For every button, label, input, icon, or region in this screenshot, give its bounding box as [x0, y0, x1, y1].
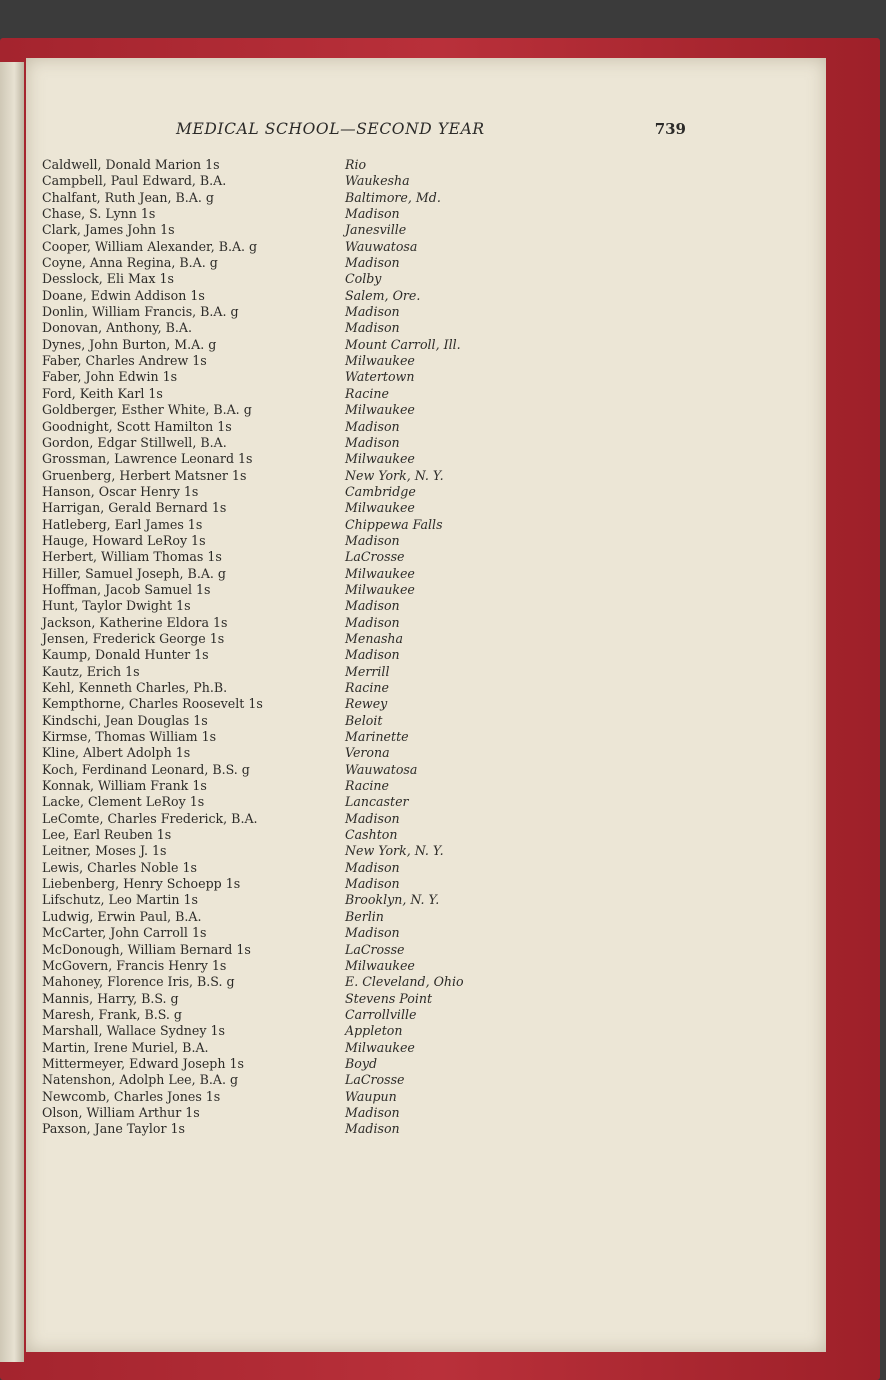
student-hometown: Waukesha	[345, 173, 410, 189]
student-name: Hunt, Taylor Dwight 1s	[42, 598, 191, 614]
student-entry	[42, 157, 512, 173]
student-name: McDonough, William Bernard 1s	[42, 941, 251, 957]
student-entry	[42, 386, 512, 402]
student-name: Kindschi, Jean Douglas 1s	[42, 712, 208, 728]
student-name: Hiller, Samuel Joseph, B.A. g	[42, 565, 226, 581]
student-entry	[42, 860, 512, 876]
student-hometown: Racine	[345, 385, 389, 401]
student-name: Gruenberg, Herbert Matsner 1s	[42, 467, 247, 483]
student-hometown: Racine	[345, 680, 389, 695]
student-name: Ford, Keith Karl 1s	[42, 385, 163, 401]
student-entry	[42, 1040, 512, 1056]
student-hometown: Madison	[345, 859, 400, 875]
student-entry	[42, 1056, 512, 1072]
student-hometown: Madison	[345, 320, 400, 336]
student-hometown: Cashton	[345, 827, 398, 843]
student-name: Harrigan, Gerald Bernard 1s	[42, 500, 227, 516]
student-entry	[42, 1072, 512, 1088]
student-name: Mittermeyer, Edward Joseph 1s	[42, 1055, 244, 1071]
student-entry	[42, 566, 512, 582]
student-entry	[42, 664, 512, 680]
student-name: Chase, S. Lynn 1s	[42, 206, 156, 222]
student-hometown: LaCrosse	[345, 1072, 405, 1088]
student-name: Gordon, Edgar Stillwell, B.A.	[42, 434, 227, 450]
student-hometown: E. Cleveland, Ohio	[345, 974, 464, 990]
student-name: Jackson, Katherine Eldora 1s	[42, 614, 228, 630]
student-entry	[42, 1007, 512, 1023]
student-name: Dynes, John Burton, M.A. g	[42, 336, 217, 352]
student-hometown: Milwaukee	[345, 1039, 415, 1055]
student-hometown: Waupun	[345, 1088, 397, 1104]
page-number: 739	[654, 120, 686, 138]
student-hometown: Madison	[345, 532, 400, 548]
student-hometown: Wauwatosa	[345, 761, 418, 777]
student-name: Grossman, Lawrence Leonard 1s	[42, 451, 253, 467]
student-entry	[42, 353, 512, 369]
student-name: Martin, Irene Muriel, B.A.	[42, 1039, 209, 1055]
student-name: Jensen, Frederick George 1s	[42, 630, 225, 646]
student-hometown: New York, N. Y.	[345, 843, 444, 859]
student-hometown: Racine	[345, 778, 389, 794]
student-entry	[42, 337, 512, 353]
student-entry	[42, 615, 512, 631]
student-entry	[42, 468, 512, 484]
student-name: Lifschutz, Leo Martin 1s	[42, 892, 198, 908]
student-entry	[42, 876, 512, 892]
student-hometown: Baltimore, Md.	[345, 189, 441, 205]
student-entry	[42, 484, 512, 500]
student-hometown: Marinette	[345, 729, 409, 745]
student-hometown: Salem, Ore.	[345, 287, 421, 303]
student-entry	[42, 892, 512, 908]
student-entry	[42, 729, 512, 745]
student-name: Hauge, Howard LeRoy 1s	[42, 532, 206, 548]
student-name: Donovan, Anthony, B.A.	[42, 320, 192, 336]
student-entry	[42, 517, 512, 533]
student-hometown: Madison	[345, 925, 400, 941]
student-entry	[42, 239, 512, 255]
student-name: McCarter, John Carroll 1s	[42, 925, 207, 941]
student-hometown: Watertown	[345, 369, 415, 385]
student-hometown: LaCrosse	[345, 941, 405, 957]
student-entry	[42, 827, 512, 843]
student-name: Liebenberg, Henry Schoepp 1s	[42, 876, 241, 892]
student-name: Cooper, William Alexander, B.A. g	[42, 238, 258, 254]
student-entry	[42, 598, 512, 614]
student-hometown: Janesville	[345, 222, 407, 238]
student-name: McGovern, Francis Henry 1s	[42, 957, 227, 973]
student-name: Campbell, Paul Edward, B.A.	[42, 173, 227, 189]
student-hometown: Stevens Point	[345, 990, 433, 1006]
student-name: LeComte, Charles Frederick, B.A.	[42, 810, 258, 826]
student-hometown: Madison	[345, 1121, 400, 1137]
student-entry	[42, 271, 512, 287]
student-name: Kautz, Erich 1s	[42, 663, 140, 679]
student-name: Lewis, Charles Noble 1s	[42, 859, 197, 875]
student-name: Hoffman, Jacob Samuel 1s	[42, 581, 211, 597]
student-name: Marshall, Wallace Sydney 1s	[42, 1023, 225, 1039]
student-name: Coyne, Anna Regina, B.A. g	[42, 255, 218, 271]
student-entry	[42, 304, 512, 320]
student-hometown: Chippewa Falls	[345, 516, 443, 532]
student-hometown: Madison	[345, 876, 400, 892]
student-hometown: Berlin	[345, 908, 384, 924]
student-entry	[42, 582, 512, 598]
student-hometown: Madison	[345, 434, 400, 450]
student-entry	[42, 533, 512, 549]
student-hometown: Lancaster	[345, 794, 409, 810]
student-hometown: Milwaukee	[345, 353, 415, 369]
student-hometown: Merrill	[345, 663, 390, 679]
student-hometown: Milwaukee	[345, 957, 415, 973]
student-name: Mahoney, Florence Iris, B.S. g	[42, 974, 235, 990]
student-hometown: Colby	[345, 271, 382, 287]
student-hometown: Beloit	[345, 712, 383, 728]
student-entry	[42, 843, 512, 859]
student-hometown: Brooklyn, N. Y.	[345, 892, 440, 908]
student-name: Kirmse, Thomas William 1s	[42, 729, 217, 745]
student-entry	[42, 974, 512, 990]
student-name: Lee, Earl Reuben 1s	[42, 827, 172, 843]
student-name: Konnak, William Frank 1s	[42, 778, 207, 794]
student-entry	[42, 419, 512, 435]
student-hometown: New York, N. Y.	[345, 467, 444, 483]
student-name: Faber, Charles Andrew 1s	[42, 353, 207, 369]
student-entry	[42, 680, 512, 696]
student-hometown: Menasha	[345, 630, 404, 646]
student-entry	[42, 1105, 512, 1121]
student-name: Mannis, Harry, B.S. g	[42, 990, 179, 1006]
student-entry	[42, 925, 512, 941]
student-name: Goodnight, Scott Hamilton 1s	[42, 418, 232, 434]
student-entry	[42, 713, 512, 729]
student-hometown: Milwaukee	[345, 500, 415, 516]
student-hometown: Milwaukee	[345, 402, 415, 418]
student-name: Caldwell, Donald Marion 1s	[42, 157, 220, 172]
student-name: Desslock, Eli Max 1s	[42, 271, 175, 287]
student-hometown: Madison	[345, 206, 400, 222]
student-name: Leitner, Moses J. 1s	[42, 843, 167, 859]
student-hometown: Milwaukee	[345, 451, 415, 467]
student-hometown: Madison	[345, 1104, 400, 1120]
student-hometown: Rio	[345, 157, 367, 172]
student-entry	[42, 778, 512, 794]
student-hometown: Carrollville	[345, 1006, 417, 1022]
student-name: Hatleberg, Earl James 1s	[42, 516, 203, 532]
student-hometown: Cambridge	[345, 483, 416, 499]
student-entry	[42, 631, 512, 647]
student-entry	[42, 500, 512, 516]
student-name: Chalfant, Ruth Jean, B.A. g	[42, 189, 214, 205]
student-name: Donlin, William Francis, B.A. g	[42, 304, 239, 320]
student-name: Koch, Ferdinand Leonard, B.S. g	[42, 761, 250, 777]
student-entry	[42, 1121, 512, 1137]
student-hometown: Milwaukee	[345, 581, 415, 597]
student-entry	[42, 320, 512, 336]
student-name: Ludwig, Erwin Paul, B.A.	[42, 908, 202, 924]
student-hometown: Madison	[345, 304, 400, 320]
page-header	[176, 120, 686, 138]
student-hometown: Boyd	[345, 1055, 378, 1071]
student-entry	[42, 647, 512, 663]
student-entry	[42, 402, 512, 418]
student-name: Doane, Edwin Addison 1s	[42, 287, 205, 303]
student-hometown: LaCrosse	[345, 549, 405, 565]
student-hometown: Madison	[345, 810, 400, 826]
student-name: Kaump, Donald Hunter 1s	[42, 647, 209, 663]
student-hometown: Mount Carroll, Ill.	[345, 336, 461, 352]
student-entry	[42, 222, 512, 238]
student-entry	[42, 696, 512, 712]
student-entry	[42, 369, 512, 385]
student-entry	[42, 811, 512, 827]
student-hometown: Madison	[345, 598, 400, 614]
student-entry	[42, 1089, 512, 1105]
student-entry	[42, 991, 512, 1007]
student-entry	[42, 942, 512, 958]
student-entry	[42, 794, 512, 810]
student-hometown: Madison	[345, 647, 400, 663]
student-name: Kempthorne, Charles Roosevelt 1s	[42, 696, 263, 712]
student-entry	[42, 549, 512, 565]
student-entry	[42, 451, 512, 467]
student-name: Clark, James John 1s	[42, 222, 175, 238]
student-name: Goldberger, Esther White, B.A. g	[42, 402, 252, 418]
student-hometown: Madison	[345, 418, 400, 434]
student-name: Faber, John Edwin 1s	[42, 369, 178, 385]
student-entry	[42, 190, 512, 206]
student-entry	[42, 1023, 512, 1039]
student-hometown: Madison	[345, 255, 400, 271]
student-hometown: Verona	[345, 745, 390, 761]
student-hometown: Milwaukee	[345, 565, 415, 581]
student-hometown: Appleton	[345, 1023, 403, 1039]
student-name: Kehl, Kenneth Charles, Ph.B.	[42, 680, 228, 695]
student-name: Newcomb, Charles Jones 1s	[42, 1088, 221, 1104]
student-entry	[42, 288, 512, 304]
student-hometown: Madison	[345, 614, 400, 630]
student-list	[42, 157, 512, 1138]
student-entry	[42, 745, 512, 761]
student-name: Maresh, Frank, B.S. g	[42, 1006, 182, 1022]
student-entry	[42, 173, 512, 189]
student-hometown: Rewey	[345, 696, 388, 712]
student-entry	[42, 762, 512, 778]
student-entry	[42, 255, 512, 271]
facing-page-edge	[0, 62, 24, 1362]
student-name: Herbert, William Thomas 1s	[42, 549, 222, 565]
student-name: Hanson, Oscar Henry 1s	[42, 483, 199, 499]
student-name: Olson, William Arthur 1s	[42, 1104, 200, 1120]
student-entry	[42, 206, 512, 222]
student-name: Natenshon, Adolph Lee, B.A. g	[42, 1072, 239, 1088]
student-name: Lacke, Clement LeRoy 1s	[42, 794, 205, 810]
running-head: MEDICAL SCHOOL—SECOND YEAR	[176, 120, 485, 138]
student-hometown: Wauwatosa	[345, 238, 418, 254]
student-entry	[42, 909, 512, 925]
student-name: Paxson, Jane Taylor 1s	[42, 1121, 185, 1137]
student-name: Kline, Albert Adolph 1s	[42, 745, 191, 761]
student-entry	[42, 958, 512, 974]
student-entry	[42, 435, 512, 451]
